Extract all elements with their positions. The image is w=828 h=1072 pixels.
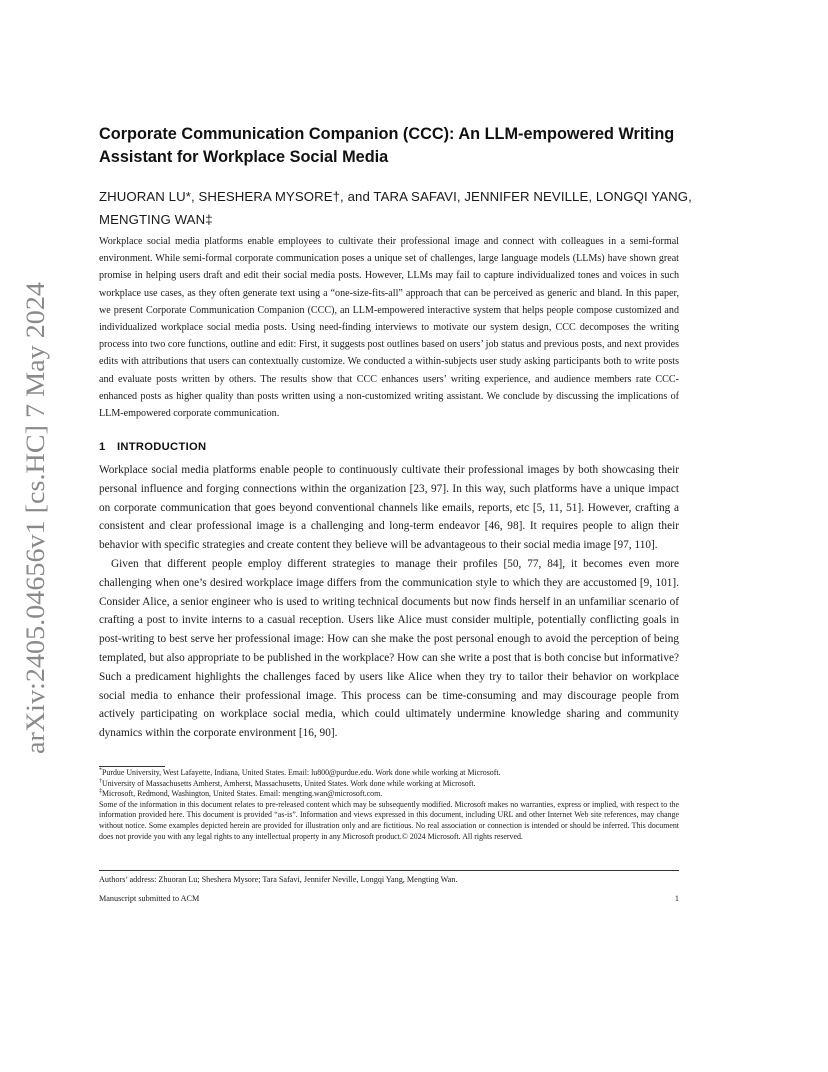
arxiv-identifier-text: arXiv:2405.04656v1 [cs.HC] 7 May 2024 (21, 317, 50, 754)
footnote-mark: ‡ (99, 788, 102, 795)
section-number: 1 (99, 441, 106, 453)
paper-title-line: Corporate Communication Companion (CCC): An LLM-empowered Writing (99, 125, 675, 143)
disclaimer: Some of the information in this document relates to pre-released content which may be subsequently modified. Microsoft makes no warranties, express or implied, with respect to the information provided here. This document is provided “as-is”. Information and views expressed in this document, including URL and other Internet Web site references, may change without notice. Some examples depicted herein are provided for illustration only and are fictitious. No real association or connection is intended or should be inferred. This document does not provide you with any legal rights to any intellectual property in any Microsoft product.© 2024 Microsoft. All rights reserved. (99, 799, 679, 841)
manuscript-note: Manuscript submitted to ACM (99, 894, 200, 903)
footnote-text: Microsoft, Redmond, Washington, United States. Email: mengting.wan@microsoft.com. (102, 789, 383, 799)
footnote-text: Purdue University, West Lafayette, Indiana, United States. Email: lu800@purdue.edu. Work done while working at Microsoft. (102, 768, 501, 777)
author-list (99, 185, 692, 231)
page-number: 1 (674, 894, 679, 903)
footnote (99, 789, 679, 800)
footnote (99, 779, 679, 790)
author-line: MENGTING WAN‡ (99, 212, 213, 227)
arxiv-identifier-stamp (14, 279, 58, 757)
section-heading-introduction (99, 439, 206, 455)
author-line: ZHUORAN LU*, SHESHERA MYSORE†, and TARA SAFAVI, JENNIFER NEVILLE, LONGQI YANG, (99, 189, 692, 204)
body-paragraph: Workplace social media platforms enable people to continuously cultivate their professional images by both showcasing their personal influence and forging connections within the organization [23, 97]. In this way, such platforms have a unique impact on corporate communication that goes beyond conventional channels like emails, reports, etc [5, 11, 51]. However, crafting a consistent and clear professional image is a challenging and long-term endeavor [46, 98]. It requires people to align their behavior with specific strategies and create content they believe will be advantageous to their social media image [97, 110]. (99, 464, 679, 552)
footer-divider (99, 870, 679, 871)
footnote-text: University of Massachusetts Amherst, Amherst, Massachusetts, United States. Work done while working at Microsoft. (102, 778, 476, 788)
footnotes (99, 768, 679, 842)
paper-title (99, 123, 679, 169)
footnote-mark: * (99, 767, 102, 774)
section-title: INTRODUCTION (117, 441, 207, 453)
footnote (99, 768, 679, 779)
body-paragraph: Given that different people employ different strategies to manage their profiles [50, 77, 84], it becomes even more challenging when one’s desired workplace image differs from the communication style to which they are accustomed [9, 101]. Consider Alice, a senior engineer who is used to writing technical documents but now finds herself in an unfamiliar scenario of crafting a post to invite interns to a casual reception. Users like Alice must consider multiple, potentially conflicting goals in post-writing to best serve her professional image: How can she make the post personal enough to avoid the perception of being templated, but also appropriate to be published in the workplace? How can she write a post that is both concise but informative? Such a predicament highlights the challenges faced by users like Alice when they try to tailor their behavior on workplace social media to enhance their professional image. This process can be time-consuming and may discourage people from actively participating on workplace social media, which could ultimately undermine knowledge sharing and community dynamics within the corporate environment [16, 90]. (99, 557, 679, 740)
authors-address: Authors’ address: Zhuoran Lu; Sheshera Mysore; Tara Safavi, Jennifer Neville, Longqi Yang, Mengting Wan. (99, 875, 458, 884)
paper-title-line: Assistant for Workplace Social Media (99, 148, 389, 166)
introduction-body (99, 461, 679, 743)
footnote-divider (99, 766, 165, 767)
abstract: Workplace social media platforms enable employees to cultivate their professional image and connect with colleagues in a semi-formal environment. While semi-formal corporate communication poses a unique set of challenges, large language models (LLMs) have shown great promise in helping users draft and edit their social media posts. However, LLMs may fail to capture individualized tones and voices in such workplace use cases, as they often generate text using a “one-size-fits-all” approach that can be perceived as generic and bland. In this paper, we present Corporate Communication Companion (CCC), an LLM-empowered interactive system that helps people compose customized and individualized workplace social media posts. Using need-finding interviews to motivate our system design, CCC decomposes the writing process into two core functions, outline and edit: First, it suggests post outlines based on users’ job status and previous posts, and next provides edits with attributions that users can contextually customize. We conducted a within-subjects user study asking participants both to write posts and evaluate posts written by others. The results show that CCC enhances users’ writing experience, and audience members rate CCC-enhanced posts as higher quality than posts written using a non-customized writing assistant. We conclude by discussing the implications of LLM-empowered corporate communication. (99, 236, 679, 420)
footnote-mark: † (99, 777, 102, 784)
